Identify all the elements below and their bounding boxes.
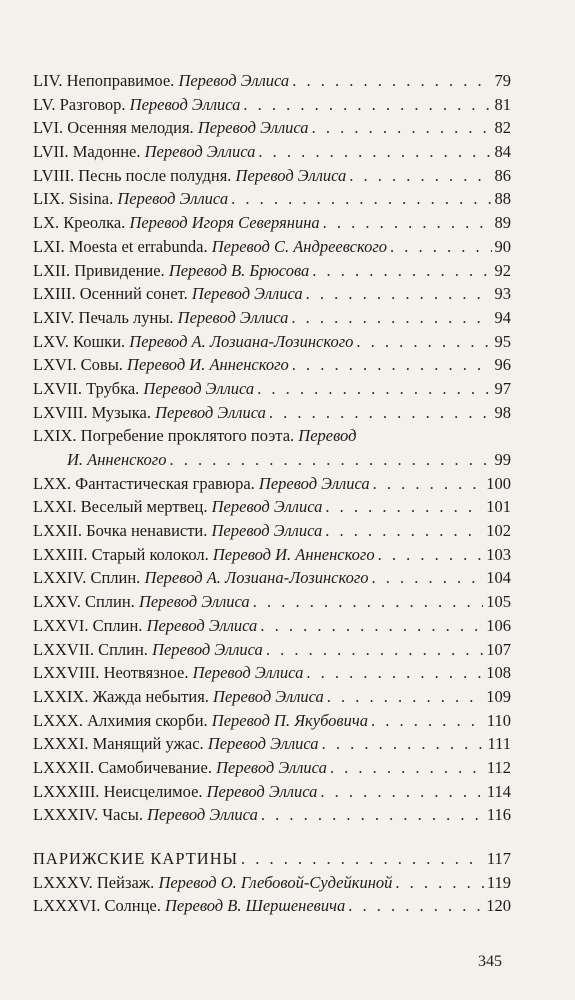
entry-title: Привидение. [74, 260, 165, 280]
leader-dots [325, 519, 483, 543]
entry-number: LXVII. [33, 378, 83, 398]
leader-dots [258, 140, 491, 164]
toc-entry [33, 140, 511, 164]
toc-entry [33, 756, 511, 780]
toc-entry [33, 732, 511, 756]
toc-entry [33, 661, 511, 685]
entry-page: 107 [486, 639, 511, 659]
entry-translator: Перевод Эллиса [177, 307, 289, 327]
leader-dots [327, 685, 483, 709]
leader-dots [378, 543, 484, 567]
entry-number: LXXXII. [33, 757, 94, 777]
entry-page: 111 [487, 734, 511, 754]
entry-translator: Перевод Эллиса [143, 378, 255, 398]
toc-entry [33, 543, 511, 567]
toc-entry [33, 472, 511, 496]
entry-number: LV. [33, 94, 56, 114]
entry-number: LXXII. [33, 521, 83, 541]
entry-page: 112 [486, 757, 511, 777]
leader-dots [292, 353, 492, 377]
toc-entry [33, 780, 511, 804]
entry-translator: Перевод Эллиса [216, 757, 327, 777]
entry-page: 96 [494, 355, 511, 375]
entry-page: 86 [494, 165, 511, 185]
entry-number: LXV. [33, 331, 69, 351]
toc-entry [33, 519, 511, 543]
entry-page: 92 [494, 260, 511, 280]
entry-page: 94 [494, 307, 511, 327]
entry-translator: Перевод А. Лозиана-Лозинского [129, 331, 354, 351]
table-of-contents [33, 69, 511, 918]
leader-dots [349, 164, 491, 188]
entry-title: Часы. [102, 805, 143, 825]
entry-title: Мадонне. [72, 142, 141, 162]
entry-title: Сплин. [90, 568, 141, 588]
entry-page: 102 [486, 521, 511, 541]
leader-dots [390, 235, 491, 259]
entry-title: Самобичевание. [98, 757, 212, 777]
section-title: ПАРИЖСКИЕ КАРТИНЫ [33, 849, 239, 868]
entry-translator: Перевод Эллиса [213, 686, 324, 706]
entry-title: Sisina. [68, 189, 114, 209]
leader-dots [312, 259, 491, 283]
entry-title: Совы. [80, 355, 123, 375]
entry-translator: Перевод И. Анненского [127, 355, 289, 375]
leader-dots [325, 495, 483, 519]
entry-page: 99 [494, 450, 511, 469]
toc-entry [33, 235, 511, 259]
toc-entry [33, 495, 511, 519]
section-heading [33, 847, 511, 871]
leader-dots [371, 709, 484, 733]
toc-group-2 [33, 472, 511, 827]
entry-translator: Перевод Эллиса [147, 805, 258, 825]
toc-entry [33, 614, 511, 638]
leader-dots [322, 732, 485, 756]
entry-page: 104 [486, 568, 511, 588]
entry-title: Трубка. [86, 378, 140, 398]
entry-title: Солнце. [104, 896, 161, 916]
page-number: 345 [478, 953, 502, 970]
entry-page: 82 [494, 118, 511, 138]
leader-dots [260, 614, 483, 638]
entry-translator: Перевод В. Шершеневича [165, 896, 346, 916]
entry-number: LXXIII. [33, 544, 88, 564]
leader-dots [169, 448, 491, 472]
entry-translator: Перевод Эллиса [207, 734, 319, 754]
entry-translator: Перевод Эллиса [117, 189, 229, 209]
entry-number: LVI. [33, 118, 64, 138]
entry-title: Сплин. [92, 615, 143, 635]
entry-page: 120 [486, 896, 511, 916]
toc-entry [33, 638, 511, 662]
leader-dots [372, 566, 484, 590]
entry-number: LXI. [33, 236, 65, 256]
entry-title: Веселый мертвец. [80, 497, 208, 517]
toc-entry [33, 353, 511, 377]
toc-entry [33, 93, 511, 117]
entry-title: Креолка. [63, 213, 126, 233]
toc-entry [33, 894, 511, 918]
entry-number: LXXIV. [33, 568, 87, 588]
entry-translator: Перевод Эллиса [155, 402, 266, 422]
entry-number: LXXXV. [33, 872, 93, 892]
leader-dots [291, 306, 491, 330]
toc-entry [33, 306, 511, 330]
entry-page: 100 [486, 473, 511, 493]
leader-dots [266, 638, 483, 662]
leader-dots [253, 590, 484, 614]
entry-translator: Перевод Эллиса [258, 473, 370, 493]
leader-dots [330, 756, 484, 780]
entry-translator: Перевод В. Брюсова [168, 260, 310, 280]
entry-title: Осенний сонет. [79, 284, 188, 304]
leader-dots [373, 472, 484, 496]
entry-title: Бочка ненависти. [86, 521, 208, 541]
entry-translator: Перевод Эллиса [192, 663, 304, 683]
entry-translator: Перевод Эллиса [197, 118, 309, 138]
entry-number: LXII. [33, 260, 71, 280]
entry-translator: Перевод Эллиса [152, 639, 263, 659]
toc-entry [33, 377, 511, 401]
entry-translator: Перевод С. Андреевского [211, 236, 388, 256]
entry-page: 95 [494, 331, 511, 351]
entry-title: Разговор. [59, 94, 126, 114]
toc-entry-lxix [33, 424, 511, 471]
entry-translator: Перевод А. Лозиана-Лозинского [144, 568, 369, 588]
entry-number: LXXXIV. [33, 805, 99, 825]
entry-title: Алхимия скорби. [87, 710, 208, 730]
toc-entry [33, 330, 511, 354]
entry-page: 114 [486, 781, 511, 801]
toc-entry [33, 164, 511, 188]
toc-group-1 [33, 69, 511, 424]
toc-entry [33, 259, 511, 283]
entry-number: LXXVI. [33, 615, 89, 635]
toc-entry [33, 590, 511, 614]
entry-number: LXXXIII. [33, 781, 100, 801]
entry-number: LXVIII. [33, 402, 88, 422]
leader-dots [306, 282, 492, 306]
entry-number: LXXXI. [33, 734, 89, 754]
entry-page: 116 [486, 805, 511, 825]
entry-page: 108 [486, 663, 511, 683]
leader-dots [241, 847, 484, 871]
entry-title: Песнь после полудня. [78, 165, 232, 185]
entry-page: 109 [486, 686, 511, 706]
leader-dots [312, 116, 492, 140]
entry-number: LXXIX. [33, 686, 89, 706]
entry-title: Музыка. [91, 402, 151, 422]
entry-page: 119 [486, 872, 511, 892]
entry-title: Неисцелимое. [103, 781, 203, 801]
entry-title: Кошки. [73, 331, 126, 351]
entry-number: LVII. [33, 142, 69, 162]
entry-number: LXIII. [33, 284, 76, 304]
entry-title: Манящий ужас. [92, 734, 204, 754]
toc-entry [33, 116, 511, 140]
toc-entry [33, 871, 511, 895]
entry-title: Старый колокол. [91, 544, 209, 564]
leader-dots [395, 871, 483, 895]
entry-page: 105 [486, 592, 511, 612]
entry-number: LXXX. [33, 710, 83, 730]
entry-translator: Перевод Эллиса [146, 615, 258, 635]
entry-number: LXIX. [33, 426, 77, 446]
entry-page: 89 [494, 213, 511, 233]
entry-title: Сплин. [98, 639, 148, 659]
entry-title: Непоправимое. [66, 71, 175, 90]
entry-translator: Перевод Эллиса [129, 94, 241, 114]
toc-entry [33, 69, 511, 93]
entry-title: Неотвязное. [103, 663, 189, 683]
entry-page: 98 [494, 402, 511, 422]
entry-translator: Перевод Эллиса [144, 142, 256, 162]
entry-number: LX. [33, 213, 60, 233]
entry-page: 101 [486, 497, 511, 517]
leader-dots [323, 211, 492, 235]
entry-number: LXIV. [33, 307, 75, 327]
section-page: 117 [486, 849, 511, 868]
entry-title: Сплин. [84, 592, 135, 612]
entry-translator: Перевод Эллиса [178, 71, 290, 90]
entry-number: LXXV. [33, 592, 81, 612]
entry-page: 93 [494, 284, 511, 304]
entry-title: Осенняя мелодия. [67, 118, 194, 138]
entry-page: 88 [494, 189, 511, 209]
leader-dots [292, 69, 491, 93]
entry-translator: Перевод Эллиса [191, 284, 303, 304]
entry-page: 81 [494, 94, 511, 114]
entry-title: Moesta et errabunda. [68, 236, 208, 256]
entry-translator: Перевод Игоря Северянина [129, 213, 320, 233]
entry-title: Жажда небытия. [92, 686, 209, 706]
entry-translator: Перевод [298, 426, 357, 446]
toc-entry [33, 282, 511, 306]
toc-entry [33, 401, 511, 425]
entry-translator: Перевод Эллиса [211, 497, 323, 517]
toc-entry [33, 566, 511, 590]
entry-number: LVIII. [33, 165, 75, 185]
entry-title: Пейзаж. [96, 872, 155, 892]
entry-title: Погребение проклятого поэта. [80, 426, 295, 446]
entry-number: LIV. [33, 71, 63, 90]
toc-entry [33, 685, 511, 709]
entry-translator: Перевод И. Анненского [212, 544, 375, 564]
entry-page: 97 [494, 378, 511, 398]
entry-translator: Перевод Эллиса [211, 521, 323, 541]
entry-page: 79 [494, 71, 511, 90]
toc-entry [33, 803, 511, 827]
entry-page: 84 [494, 142, 511, 162]
entry-number: LXXVII. [33, 639, 94, 659]
leader-dots [356, 330, 491, 354]
toc-entry [33, 187, 511, 211]
leader-dots [269, 401, 492, 425]
leader-dots [257, 377, 491, 401]
leader-dots [320, 780, 483, 804]
toc-entry [33, 211, 511, 235]
leader-dots [231, 187, 491, 211]
entry-translator: Перевод Эллиса [138, 592, 250, 612]
entry-page: 110 [486, 710, 511, 730]
toc-group-3 [33, 871, 511, 918]
entry-number: LXVI. [33, 355, 77, 375]
toc-entry [33, 709, 511, 733]
leader-dots [306, 661, 483, 685]
entry-translator: Перевод Эллиса [235, 165, 347, 185]
leader-dots [348, 894, 483, 918]
entry-page: 90 [494, 236, 511, 256]
entry-number: LIX. [33, 189, 65, 209]
entry-page: 106 [486, 615, 511, 635]
leader-dots [243, 93, 491, 117]
entry-number: LXXVIII. [33, 663, 100, 683]
entry-title: Фантастическая гравюра. [75, 473, 255, 493]
entry-translator-cont: И. Анненского [67, 450, 167, 469]
entry-number: LXXI. [33, 497, 77, 517]
entry-translator: Перевод П. Якубовича [211, 710, 368, 730]
entry-translator: Перевод Эллиса [206, 781, 318, 801]
entry-title: Печаль луны. [78, 307, 174, 327]
entry-page: 103 [486, 544, 511, 564]
entry-translator: Перевод О. Глебовой-Судейкиной [158, 872, 393, 892]
entry-number: LXXXVI. [33, 896, 101, 916]
entry-number: LXX. [33, 473, 72, 493]
leader-dots [261, 803, 484, 827]
